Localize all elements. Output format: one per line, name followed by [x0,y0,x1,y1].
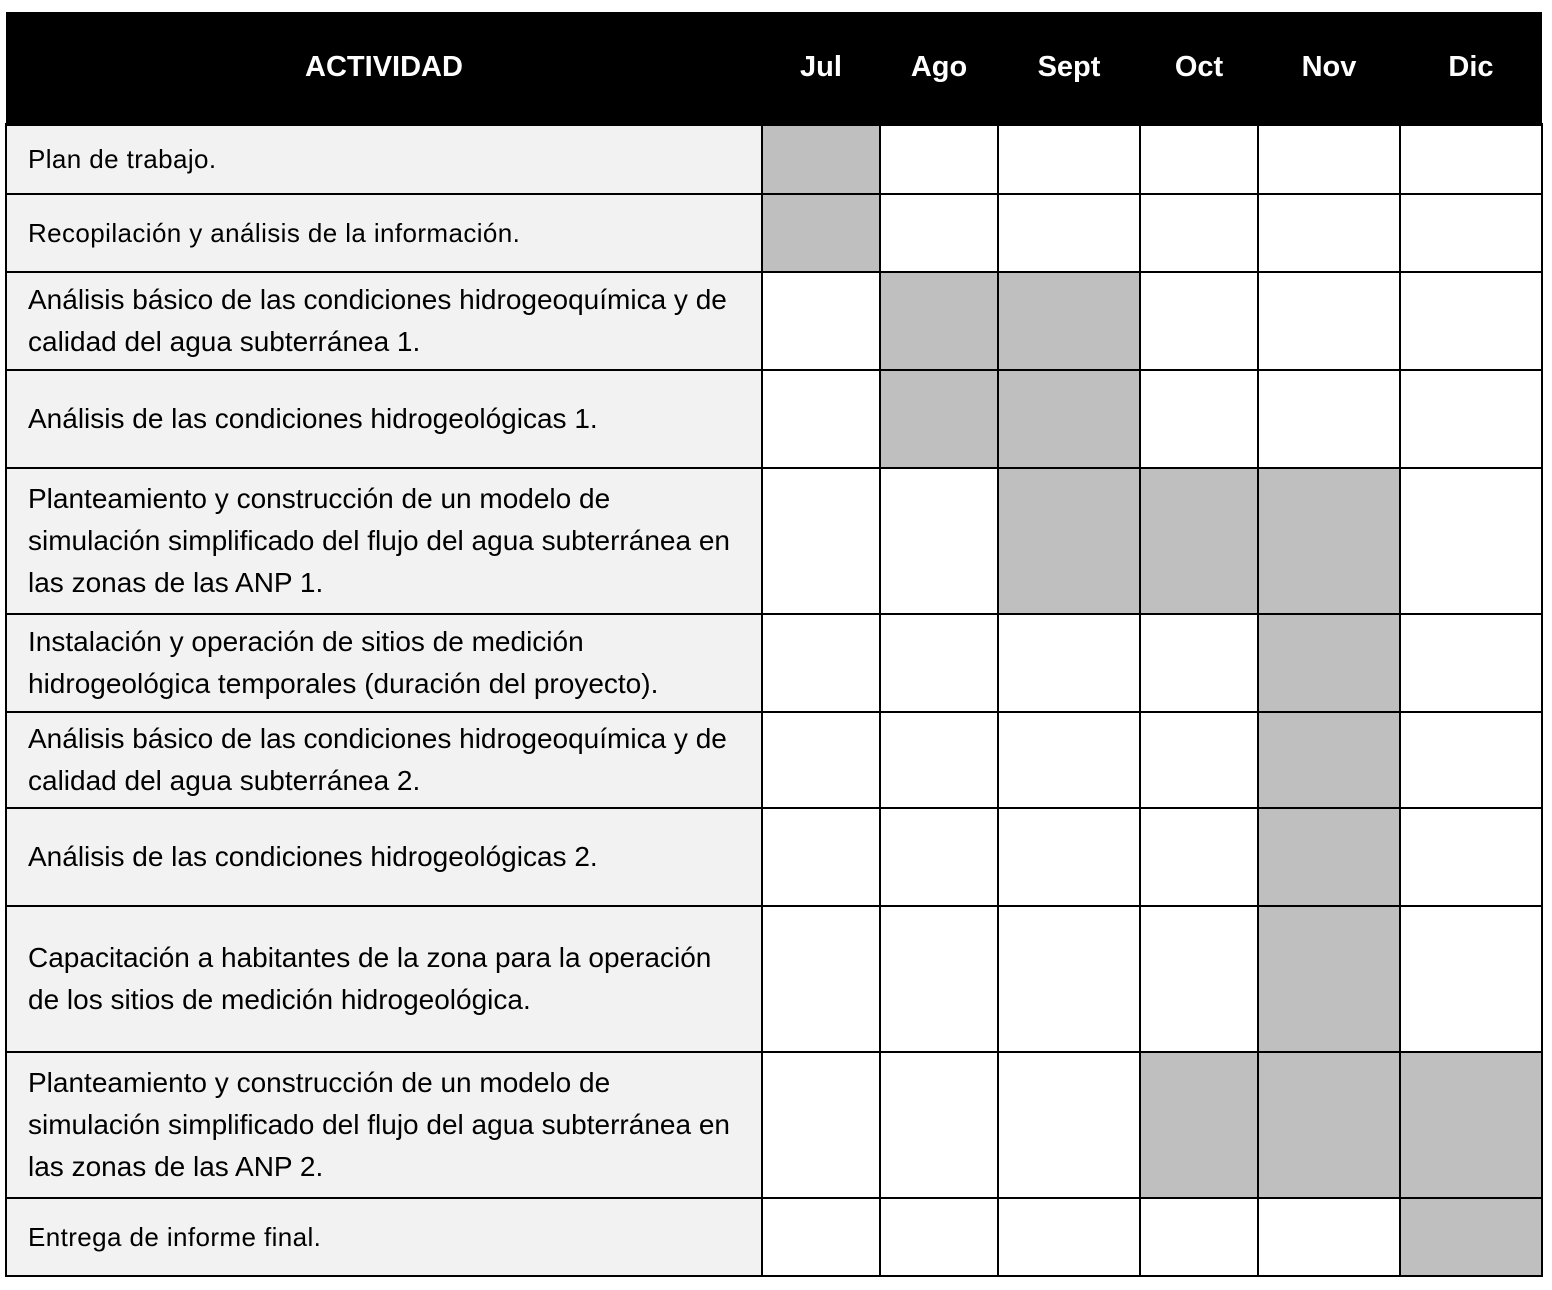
month-header-jul: Jul [762,12,880,124]
month-cell-active [880,370,998,468]
activity-label: Análisis de las condiciones hidrogeológicas 1. [6,370,762,468]
month-cell [1140,124,1258,194]
month-cell [762,1198,880,1276]
month-cell [1258,194,1400,272]
table-row [6,468,1542,614]
month-cell [1400,124,1542,194]
month-cell-active [1400,1052,1542,1198]
month-cell [1258,272,1400,370]
month-cell [1258,1198,1400,1276]
month-header-nov: Nov [1258,12,1400,124]
month-cell-active [762,124,880,194]
month-cell-active [1140,468,1258,614]
month-cell [998,194,1140,272]
month-cell [880,1052,998,1198]
month-cell [880,614,998,712]
activity-label: Recopilación y análisis de la información. [6,194,762,272]
month-cell [762,808,880,906]
month-cell [1140,194,1258,272]
month-cell [1140,272,1258,370]
table-row [6,808,1542,906]
header-row [6,12,1542,124]
table-row [6,124,1542,194]
month-cell [998,906,1140,1052]
month-cell [880,1198,998,1276]
month-cell [998,1052,1140,1198]
month-cell-active [998,272,1140,370]
month-cell-active [998,370,1140,468]
month-cell [1140,370,1258,468]
month-cell-active [880,272,998,370]
table-row [6,712,1542,808]
month-cell [1400,808,1542,906]
month-cell [1400,614,1542,712]
month-cell [762,468,880,614]
month-cell [1400,194,1542,272]
table-row [6,272,1542,370]
month-cell-active [1258,712,1400,808]
month-header-dic: Dic [1400,12,1542,124]
month-cell [998,1198,1140,1276]
month-cell [880,906,998,1052]
month-cell-active [1258,468,1400,614]
month-cell [1400,712,1542,808]
month-cell-active [998,468,1140,614]
activity-label: Instalación y operación de sitios de medición hidrogeológica temporales (duración del proyecto). [6,614,762,712]
month-header-oct: Oct [1140,12,1258,124]
month-cell [1140,906,1258,1052]
month-cell [762,614,880,712]
table-row [6,906,1542,1052]
activity-label: Planteamiento y construcción de un modelo de simulación simplificado del flujo del agua subterránea en las zonas de las ANP 2. [6,1052,762,1198]
month-cell-active [1140,1052,1258,1198]
month-cell [762,906,880,1052]
month-cell [1140,614,1258,712]
month-cell [762,272,880,370]
month-cell-active [1258,808,1400,906]
month-cell [1140,808,1258,906]
table-row [6,370,1542,468]
month-cell [1400,272,1542,370]
month-cell [998,808,1140,906]
table-row [6,1052,1542,1198]
activity-schedule-table [5,12,1543,1277]
month-cell-active [1258,1052,1400,1198]
activity-label: Plan de trabajo. [6,124,762,194]
month-cell [1140,712,1258,808]
table-row [6,614,1542,712]
month-cell [998,712,1140,808]
month-cell [880,468,998,614]
activity-label: Capacitación a habitantes de la zona para la operación de los sitios de medición hidrogeológica. [6,906,762,1052]
activity-column-header: ACTIVIDAD [6,12,762,124]
month-cell [1140,1198,1258,1276]
month-cell [880,194,998,272]
table-row [6,194,1542,272]
activity-label: Análisis básico de las condiciones hidrogeoquímica y de calidad del agua subterránea 2. [6,712,762,808]
month-cell [762,712,880,808]
table-row [6,1198,1542,1276]
month-cell [998,614,1140,712]
month-cell-active [1258,614,1400,712]
activity-label: Análisis básico de las condiciones hidrogeoquímica y de calidad del agua subterránea 1. [6,272,762,370]
month-cell [1400,468,1542,614]
month-cell-active [762,194,880,272]
month-header-sept: Sept [998,12,1140,124]
activity-label: Planteamiento y construcción de un modelo de simulación simplificado del flujo del agua subterránea en las zonas de las ANP 1. [6,468,762,614]
month-cell [1400,906,1542,1052]
month-cell [998,124,1140,194]
activity-label: Entrega de informe final. [6,1198,762,1276]
activity-label: Análisis de las condiciones hidrogeológicas 2. [6,808,762,906]
month-cell [880,808,998,906]
month-cell [762,370,880,468]
month-cell [1400,370,1542,468]
month-cell-active [1258,906,1400,1052]
month-cell [1258,370,1400,468]
month-cell [880,712,998,808]
month-cell-active [1400,1198,1542,1276]
month-cell [1258,124,1400,194]
month-cell [762,1052,880,1198]
month-cell [880,124,998,194]
month-header-ago: Ago [880,12,998,124]
